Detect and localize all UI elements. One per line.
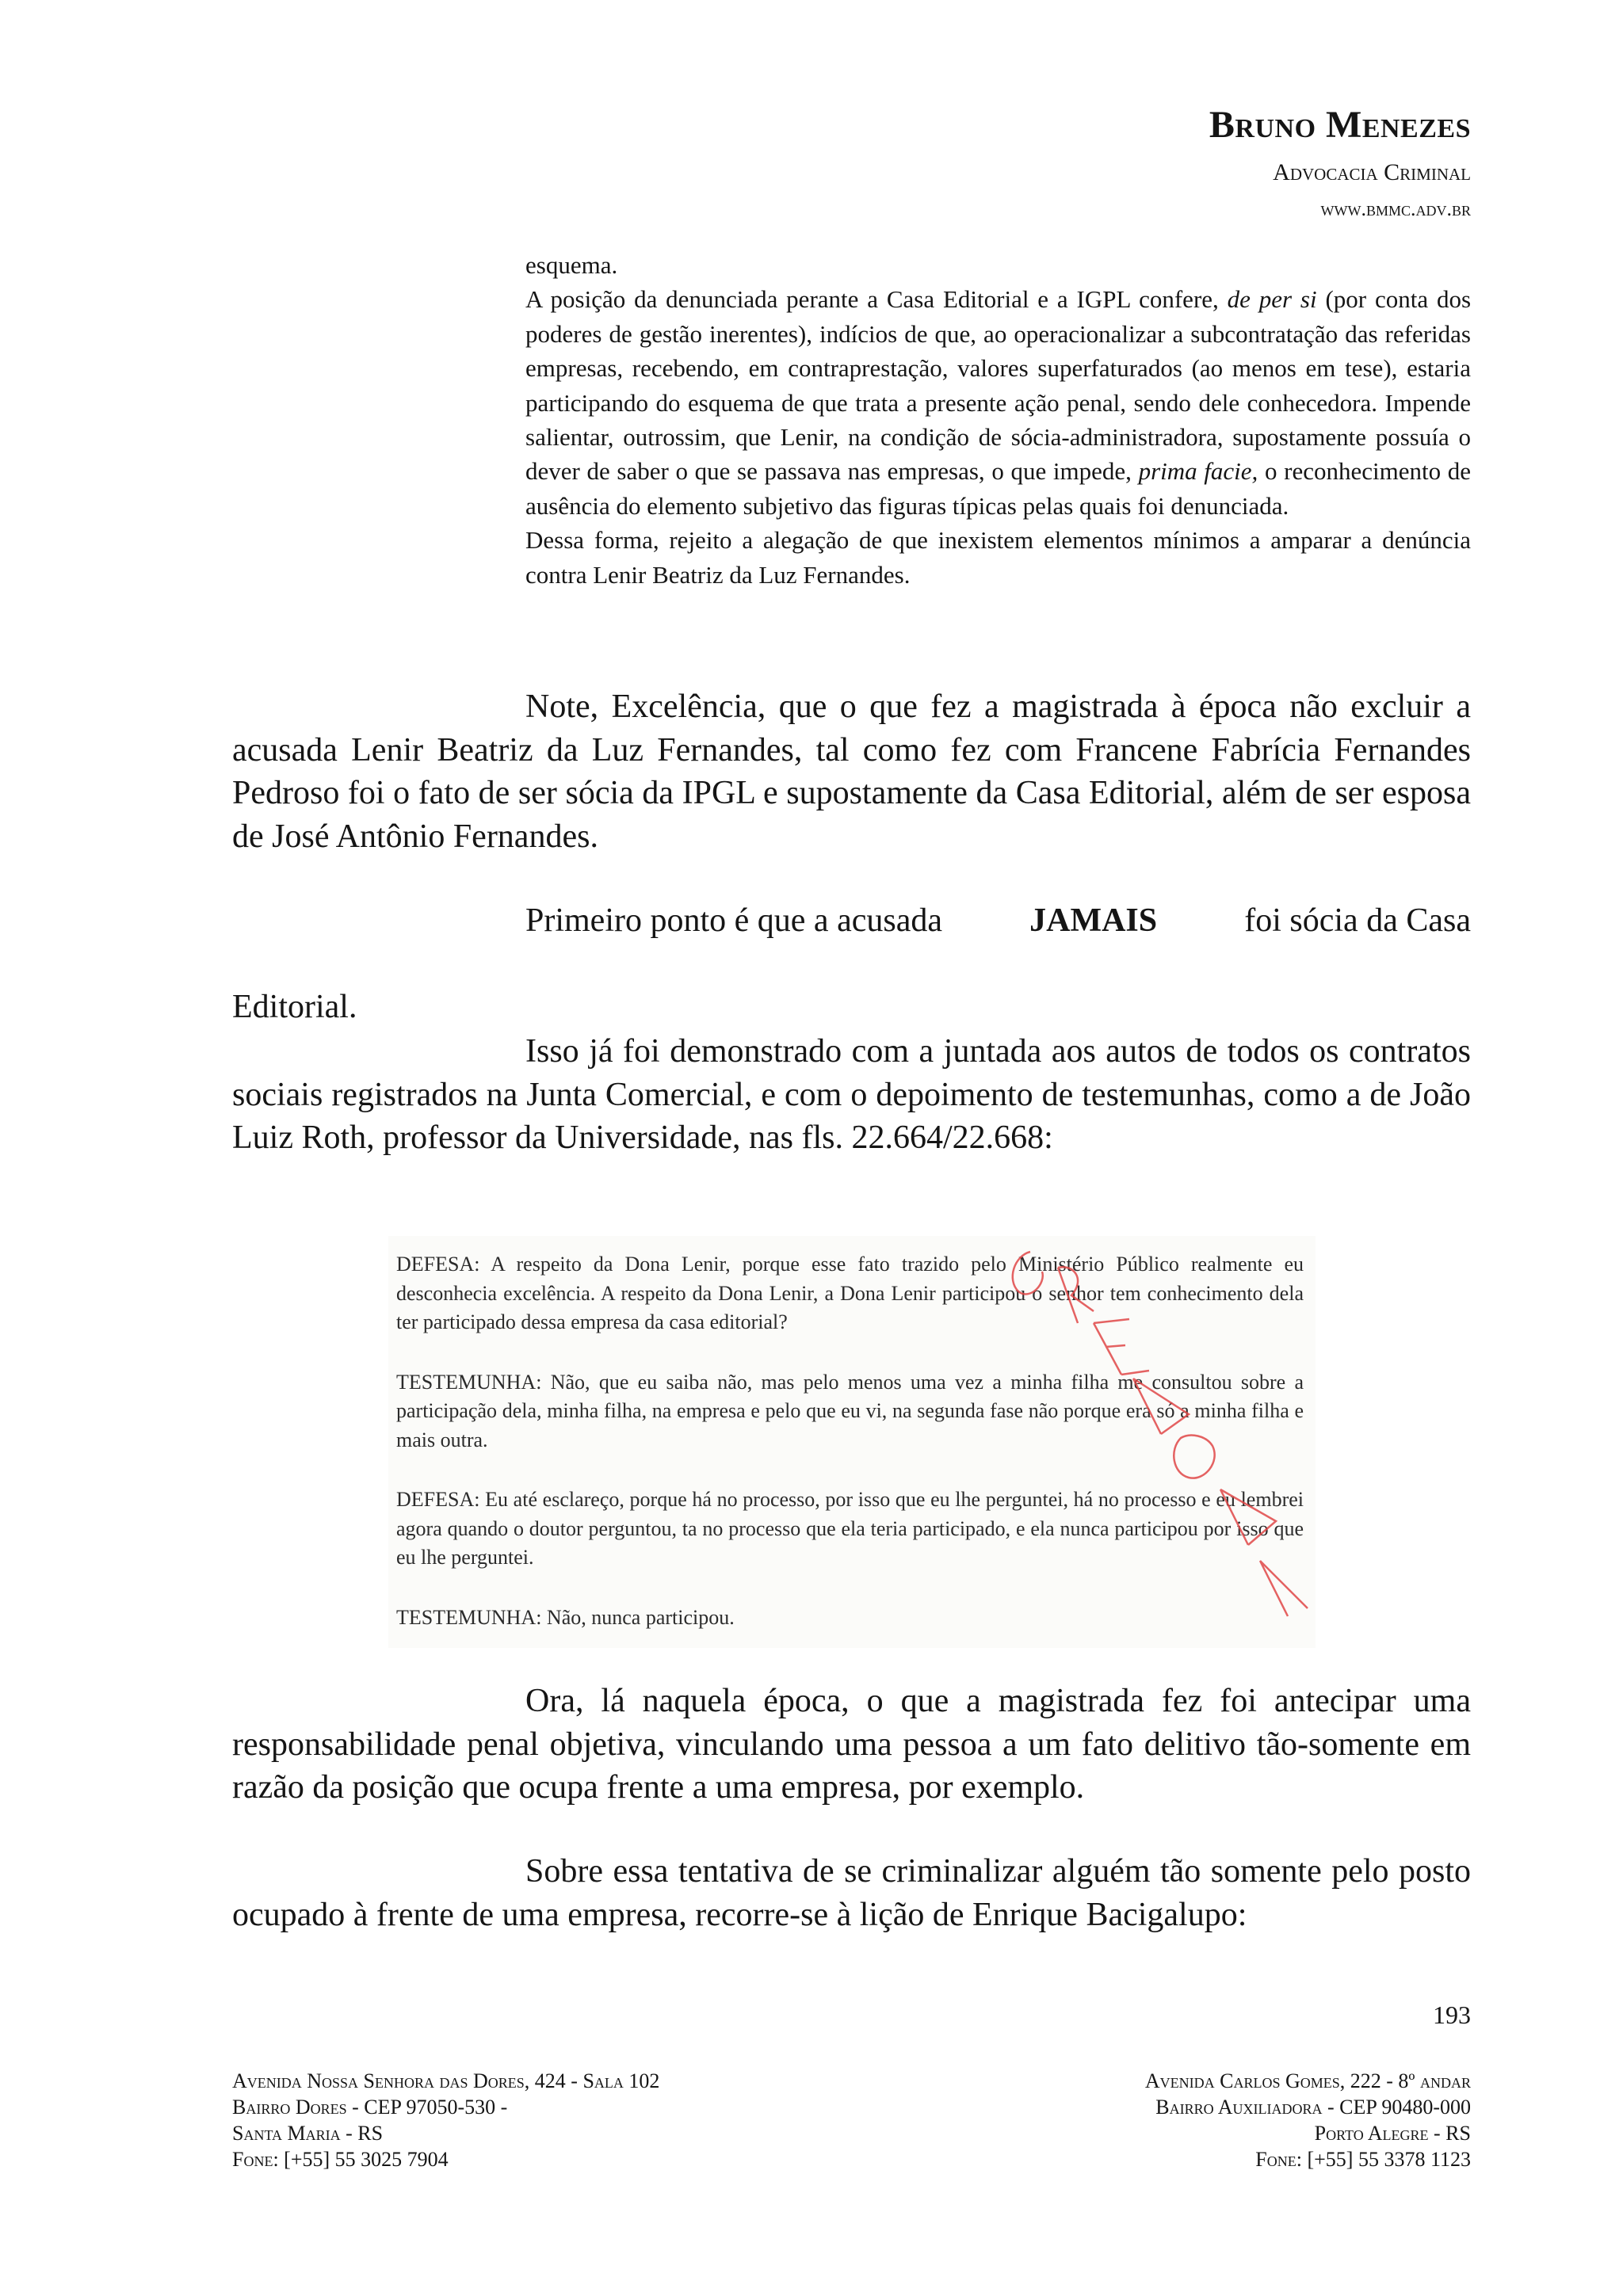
letterhead: [1209, 101, 1471, 225]
quote-text: (por conta dos poderes de gestão inerentes), indícios de que, ao operacionalizar a subcontratação das referidas empresas, recebendo, em contraprestação, valores superfaturados (ao menos em tese), estaria participando do esquema de que trata a presente ação penal, sendo dele conhecedora. Impende salientar, outrossim, que Lenir, na condição de sócia-administradora, supostamente possuía o dever de saber o que se passava nas empresas, o que impede,: [525, 285, 1472, 486]
paragraph-text: foi sócia da Casa: [1244, 902, 1471, 939]
footer-line: Avenida Nossa Senhora das Dores, 424 - Sala 102: [232, 2069, 660, 2092]
body-paragraph-3: [232, 1030, 1471, 1160]
firm-subtitle: Advocacia Criminal: [1273, 159, 1471, 185]
firm-name: Bruno Menezes: [1209, 104, 1471, 146]
paragraph-text: Primeiro ponto é que a acusada: [525, 902, 942, 939]
footer-line: Bairro Dores - CEP 97050-530 -: [232, 2096, 508, 2119]
paragraph-text: Sobre essa tentativa de se criminalizar alguém tão somente pelo posto ocupado à frente de uma empresa, recorre-se à lição de Enrique Bacigalupo:: [232, 1853, 1471, 1933]
body-paragraph-5: [232, 1850, 1471, 1936]
paragraph-text: Note, Excelência, que o que fez a magistrada à época não excluir a acusada Lenir Beatriz da Luz Fernandes, tal como fez com Francene Fabrícia Fernandes Pedroso foi o fato de ser sócia da IPGL e supostamente da Casa Editorial, além de ser esposa de José Antônio Fernandes.: [232, 688, 1471, 855]
body-paragraph-1: [232, 685, 1471, 858]
court-decision-quote: [525, 248, 1471, 592]
footer-line: Porto Alegre - RS: [1314, 2122, 1471, 2145]
quote-italic: de per si: [1227, 285, 1317, 314]
body-paragraph-4: [232, 1680, 1471, 1810]
footer-line: Bairro Auxiliadora - CEP 90480-000: [1155, 2096, 1471, 2119]
paragraph-line: [232, 899, 1471, 943]
quote-text: o reconhecimento de ausência do elemento subjetivo das figuras típicas pelas quais foi denunciada.: [525, 457, 1471, 520]
transcript-witness-1: TESTEMUNHA: Não, que eu saiba não, mas pelo menos uma vez a minha filha me consultou sobre a participação dela, minha filha, na empresa e pelo que eu vi, na segunda fase não porque era só a minha filha e mais outra.: [396, 1370, 1304, 1451]
body-paragraph-2: [232, 899, 1471, 1028]
diagonal-stamp-watermark: [983, 1236, 1316, 1648]
quote-italic: prima facie,: [1138, 457, 1258, 486]
transcript-defense-1: DEFESA: A respeito da Dona Lenir, porque esse fato trazido pelo Ministério Público realmente eu desconhecia excelência. A respeito da Dona Lenir, a Dona Lenir participou o senhor tem conhecimento dela ter participado dessa empresa da casa editorial?: [396, 1253, 1304, 1333]
paragraph-text: Ora, lá naquela época, o que a magistrada fez foi antecipar uma responsabilidade penal objetiva, vinculando uma pessoa a um fato delitivo tão-somente em razão da posição que ocupa frente a uma empresa, por exemplo.: [232, 1683, 1471, 1806]
footer-address-santa-maria: [232, 2068, 659, 2172]
footer-line: Avenida Carlos Gomes, 222 - 8º andar: [1144, 2069, 1471, 2092]
quote-text: A posição da denunciada perante a Casa Editorial e a IGPL confere,: [525, 285, 1228, 314]
footer-line: Fone: [+55] 55 3025 7904: [232, 2148, 449, 2171]
transcript-defense-2: DEFESA: Eu até esclareço, porque há no processo, por isso que eu lhe perguntei, há no processo e eu lembrei agora quando o doutor perguntou, ta no processo que ela teria participado, e ela nunca participou por isso que eu lhe perguntei.: [396, 1488, 1304, 1569]
footer-line: Fone: [+55] 55 3378 1123: [1255, 2148, 1471, 2171]
quote-paragraph: Dessa forma, rejeito a alegação de que inexistem elementos mínimos a amparar a denúncia contra Lenir Beatriz da Luz Fernandes.: [525, 526, 1471, 589]
emphasis-jamais: JAMAIS: [1029, 902, 1158, 939]
quote-line: esquema.: [525, 251, 618, 279]
footer-address-porto-alegre: [1145, 2068, 1471, 2172]
firm-website: www.bmmc.adv.br: [1320, 197, 1471, 220]
transcript-witness-2: TESTEMUNHA: Não, nunca participou.: [396, 1605, 735, 1629]
paragraph-line: Editorial.: [232, 988, 357, 1025]
paragraph-text: Isso já foi demonstrado com a juntada aos autos de todos os contratos sociais registrados na Junta Comercial, e com o depoimento de testemunhas, como a de João Luiz Roth, professor da Universidade, nas fls. 22.664/22.668:: [232, 1033, 1471, 1156]
page-number: 193: [1433, 2000, 1471, 2029]
quote-paragraph: [525, 282, 1471, 523]
footer-line: Santa Maria - RS: [232, 2122, 384, 2145]
